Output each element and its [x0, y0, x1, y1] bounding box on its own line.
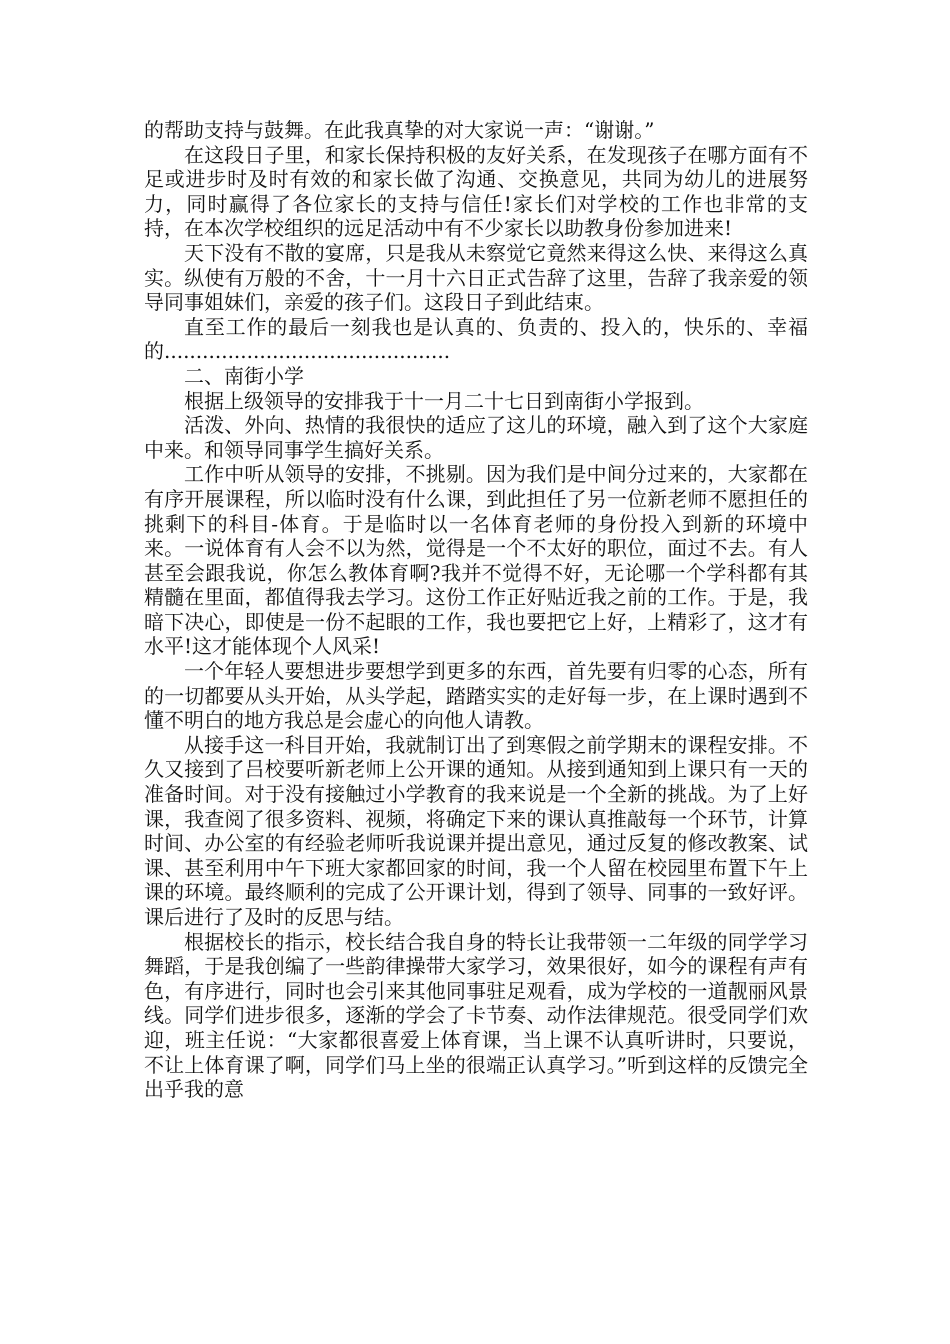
paragraph-continuation: 的帮助支持与鼓舞。在此我真挚的对大家说一声：“谢谢。” — [144, 118, 655, 142]
paragraph-adapt: 活泼、外向、热情的我很快的适应了这儿的环境，融入到了这个大家庭中来。和领导同事学生搞好关系。 — [144, 413, 808, 462]
document-body — [144, 118, 808, 1102]
paragraph-dance: 根据校长的指示，校长结合我自身的特长让我带领一二年级的同学学习舞蹈，于是我创编了一些韵律操带大家学习，效果很好，如今的课程有声有色，有序进行，同时也会引来其他同事驻足观看，成为学校的一道靓丽风景线。同学们进步很多，逐渐的学会了卡节奏、动作法律规范。很受同学们欢迎，班主任说：“大家都很喜爱上体育课，当上课不认真听讲时，只要说，不让上体育课了啊，同学们马上坐的很端正认真学习。”听到这样的反馈完全出乎我的意 — [144, 929, 808, 1102]
section-heading: 二、南街小学 — [184, 363, 304, 388]
paragraph-report: 根据上级领导的安排我于十一月二十七日到南街小学报到。 — [184, 388, 704, 413]
paragraph-open-class: 从接手这一科目开始，我就制订出了到寒假之前学期末的课程安排。不久又接到了吕校要听新老师上公开课的通知。从接到通知到上课只有一天的准备时间。对于没有接触过小学教育的我来说是一个全新的挑战。为了上好课，我查阅了很多资料、视频，将确定下来的课认真推敲每一个环节，计算时间、办公室的有经验老师听我说课并提出意见，通过反复的修改教案、试课、甚至利用中午下班大家都回家的时间，我一个人留在校园里布置下午上课的环境。最终顺利的完成了公开课计划，得到了领导、同事的一致好评。课后进行了及时的反思与结。 — [144, 732, 808, 929]
paragraph-mindset: 一个年轻人要想进步要想学到更多的东西，首先要有归零的心态，所有的一切都要从头开始，从头学起，踏踏实实的走好每一步，在上课时遇到不懂不明白的地方我总是会虚心的向他人请教。 — [144, 659, 808, 733]
paragraph-farewell: 天下没有不散的宴席，只是我从未察觉它竟然来得这么快、来得这么真实。纵使有万般的不舍，十一月十六日正式告辞了这里，告辞了我亲爱的领导同事姐妹们，亲爱的孩子们。这段日子到此结束。 — [144, 240, 808, 315]
paragraph-last-moment: 直至工作的最后一刻我也是认真的、负责的、投入的，快乐的、幸福的............................................. — [144, 314, 808, 364]
paragraph-pe-work: 工作中听从领导的安排，不挑剔。因为我们是中间分过来的，大家都在有序开展课程，所以临时没有什么课，到此担任了另一位新老师不愿担任的挑剩下的科目-体育。于是临时以一名体育老师的身份投入到新的环境中来。一说体育有人会不以为然，觉得是一个不太好的职位，面过不去。有人甚至会跟我说，你怎么教体育啊?我并不觉得不好，无论哪一个学科都有其精髓在里面，都值得我去学习。这份工作正好贴近我之前的工作。于是，我暗下决心，即使是一份不起眼的工作，我也要把它上好，上精彩了，这才有水平!这才能体现个人风采! — [144, 462, 808, 659]
paragraph-parents: 在这段日子里，和家长保持积极的友好关系，在发现孩子在哪方面有不足或进步时及时有效的和家长做了沟通、交换意见，共同为幼儿的进展努力，同时赢得了各位家长的支持与信任!家长们对学校的工作也非常的支持，在本次学校组织的远足活动中有不少家长以助教身份参加进来! — [144, 142, 808, 241]
